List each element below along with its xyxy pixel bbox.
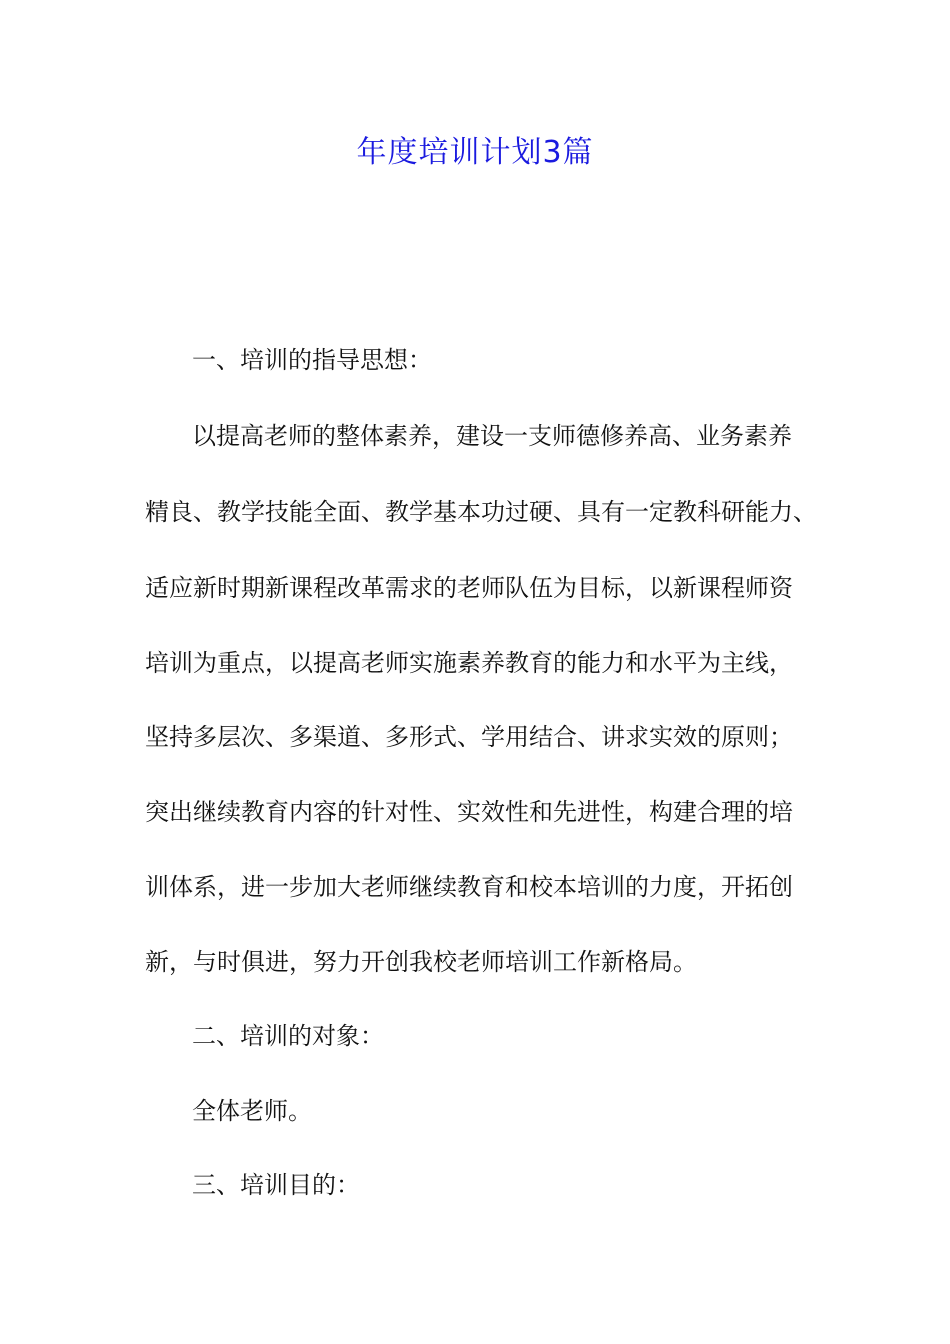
paragraph-line: 坚持多层次、多渠道、多形式、学用结合、讲求实效的原则； [145, 723, 793, 751]
paragraph-line: 培训为重点，以提高老师实施素养教育的能力和水平为主线， [145, 649, 793, 677]
section-heading-training-purpose: 三、培训目的： [192, 1171, 360, 1199]
paragraph-line: 全体老师。 [192, 1097, 312, 1125]
paragraph-line: 突出继续教育内容的针对性、实效性和先进性，构建合理的培 [145, 798, 793, 826]
section-heading-training-targets: 二、培训的对象： [192, 1022, 384, 1050]
paragraph-line: 训体系，进一步加大老师继续教育和校本培训的力度，开拓创 [145, 873, 793, 901]
paragraph-line: 适应新时期新课程改革需求的老师队伍为目标，以新课程师资 [145, 574, 793, 602]
paragraph-line: 以提高老师的整体素养，建设一支师德修养高、业务素养 [192, 422, 792, 450]
section-heading-guiding-ideology: 一、培训的指导思想： [192, 346, 432, 374]
document-title: 年度培训计划3篇 [356, 135, 594, 170]
paragraph-line: 精良、教学技能全面、教学基本功过硬、具有一定教科研能力、 [145, 498, 817, 526]
paragraph-line: 新，与时俱进，努力开创我校老师培训工作新格局。 [145, 948, 697, 976]
